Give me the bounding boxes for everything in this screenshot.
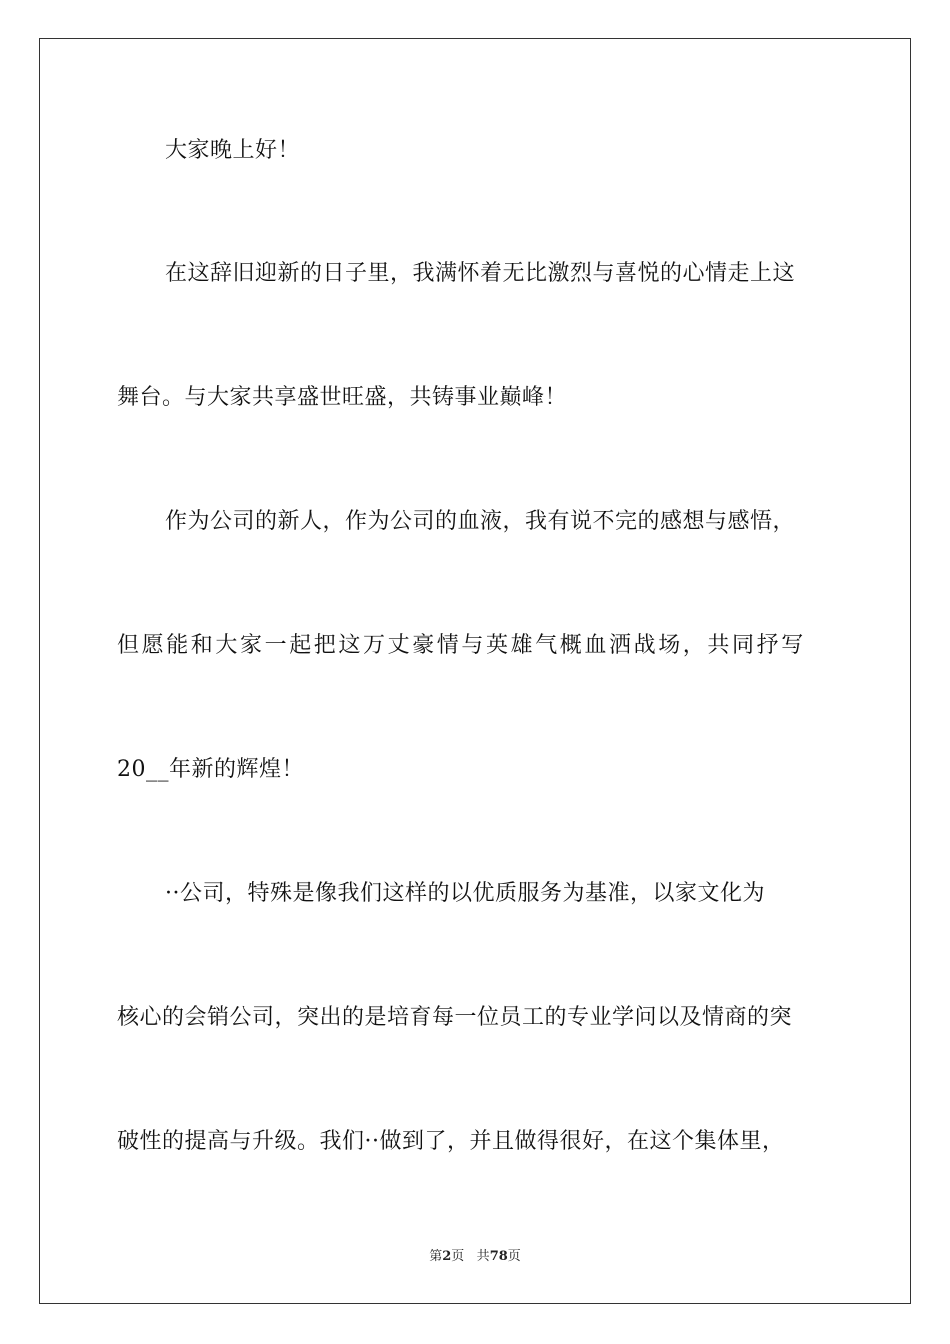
total-pages: 78: [489, 1249, 508, 1264]
paragraph-3-line-1: ··公司，特殊是像我们这样的以优质服务为基准，以家文化为: [165, 881, 765, 906]
page-prefix: 第: [429, 1249, 443, 1264]
greeting-line: 大家晚上好！: [165, 138, 301, 163]
paragraph-1-line-1: 在这辞旧迎新的日子里，我满怀着无比激烈与喜悦的心情走上这: [165, 261, 796, 286]
page-border: [39, 38, 911, 1304]
page-suffix: 页: [451, 1249, 465, 1264]
page-footer: [0, 1248, 950, 1266]
paragraph-2-line-2: 但愿能和大家一起把这万丈豪情与英雄气概血洒战场，共同抒写: [117, 633, 806, 658]
paragraph-2-line-3: 20__年新的辉煌！: [117, 757, 304, 782]
total-suffix: 页: [507, 1249, 521, 1264]
total-prefix: 共: [476, 1249, 490, 1264]
current-page-number: 2: [442, 1249, 452, 1264]
paragraph-2-line-1: 作为公司的新人，作为公司的血液，我有说不完的感想与感悟，: [165, 509, 796, 534]
paragraph-3-line-3: 破性的提高与升级。我们··做到了，并且做得很好，在这个集体里，: [117, 1129, 785, 1154]
paragraph-3-line-2: 核心的会销公司，突出的是培育每一位员工的专业学问以及情商的突: [117, 1005, 793, 1030]
paragraph-1-line-2: 舞台。与大家共享盛世旺盛，共铸事业巅峰！: [117, 385, 568, 410]
